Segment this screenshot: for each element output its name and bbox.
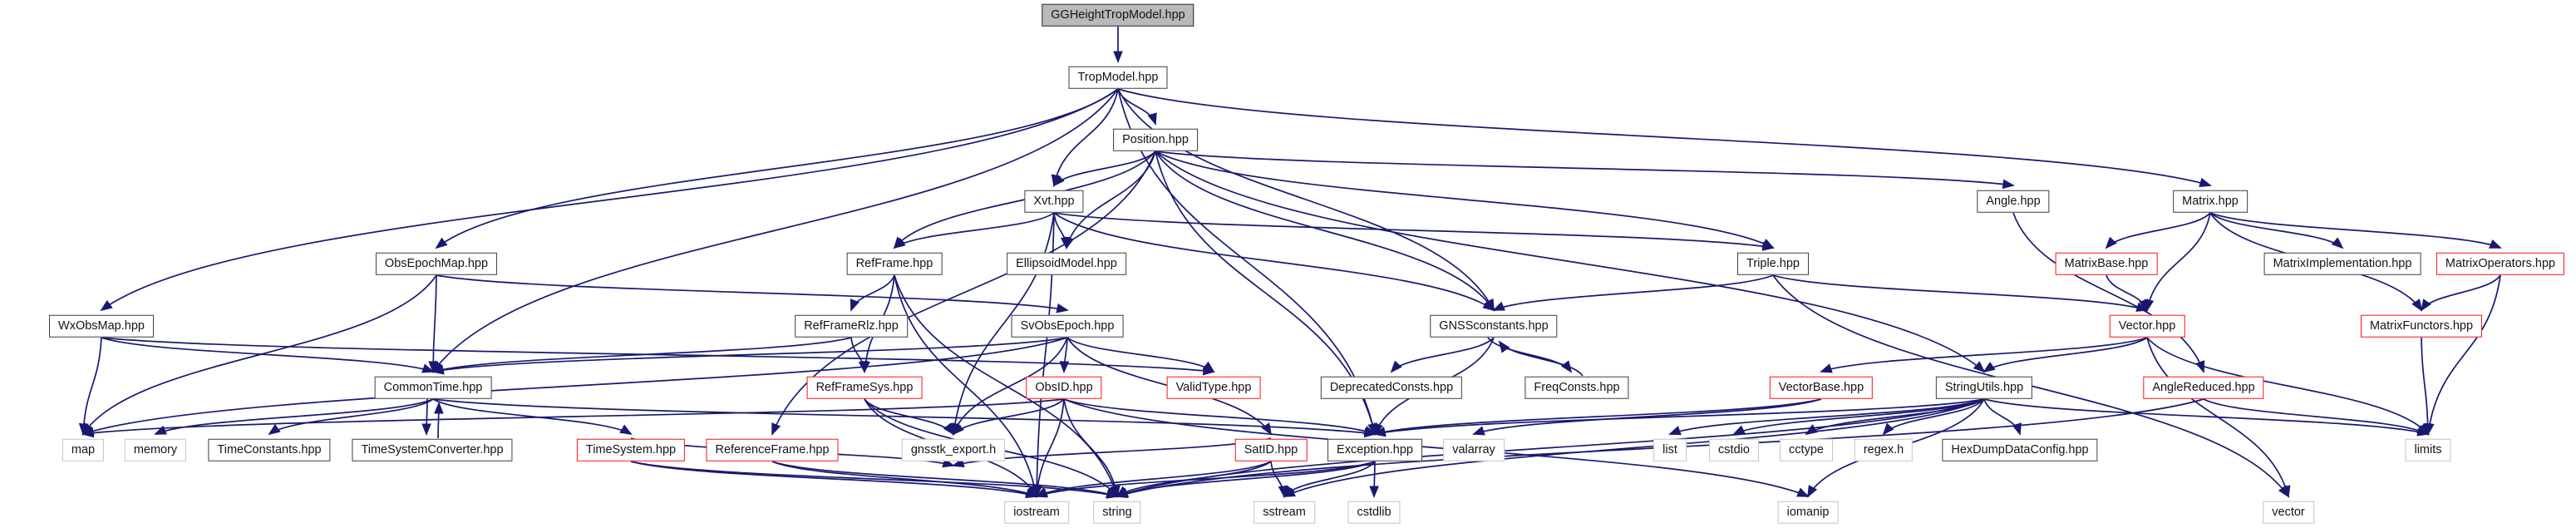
node-Matrix[interactable]: Matrix.hpp (2173, 190, 2248, 213)
node-DeprecatedConsts[interactable]: DeprecatedConsts.hpp (1321, 377, 1462, 399)
node-Xvt[interactable]: Xvt.hpp (1024, 190, 1083, 213)
node-Angle[interactable]: Angle.hpp (1977, 190, 2049, 213)
edge-Xvt-to-Triple (1054, 213, 1773, 248)
node-TimeSystemConverter[interactable]: TimeSystemConverter.hpp (352, 439, 512, 461)
edge-CommonTime-to-TimeSystemConverter (426, 399, 427, 434)
node-SatID[interactable]: SatID.hpp (1235, 439, 1308, 461)
node-cstdlib: cstdlib (1347, 501, 1400, 524)
node-iomanip: iomanip (1778, 501, 1839, 524)
edge-TropModel-to-WxObsMap (101, 89, 1118, 310)
node-MatrixFunctors[interactable]: MatrixFunctors.hpp (2361, 315, 2482, 338)
node-MatrixOperators[interactable]: MatrixOperators.hpp (2436, 253, 2564, 275)
node-cstdio: cstdio (1709, 439, 1759, 461)
edge-TimeSystem-to-string (631, 461, 1117, 496)
node-memory: memory (125, 439, 186, 461)
node-cctype: cctype (1780, 439, 1833, 461)
node-limits: limits (2405, 439, 2450, 461)
node-StringUtils[interactable]: StringUtils.hpp (1936, 377, 2032, 399)
edge-Triple-to-GNSSconstants (1494, 275, 1773, 310)
node-ValidType[interactable]: ValidType.hpp (1167, 377, 1261, 399)
node-FreqConsts[interactable]: FreqConsts.hpp (1524, 377, 1628, 399)
edge-SatID-to-sstream (1271, 461, 1284, 496)
node-SvObsEpoch[interactable]: SvObsEpoch.hpp (1012, 315, 1124, 338)
edge-Vector-to-VectorBase (1821, 338, 2147, 372)
node-regex_h: regex.h (1854, 439, 1913, 461)
node-Position[interactable]: Position.hpp (1113, 129, 1198, 151)
edge-TimeSystem-to-iostream (631, 461, 1037, 496)
node-TimeSystem[interactable]: TimeSystem.hpp (577, 439, 685, 461)
node-CommonTime[interactable]: CommonTime.hpp (375, 377, 492, 399)
edge-Exception-to-cstdlib (1374, 461, 1375, 496)
node-Triple[interactable]: Triple.hpp (1737, 253, 1809, 275)
node-MatrixImplementation[interactable]: MatrixImplementation.hpp (2264, 253, 2421, 275)
edge-Matrix-to-MatrixBase (2106, 213, 2210, 248)
edge-RefFrameRlz-to-CommonTime (433, 338, 851, 372)
edge-WxObsMap-to-map (83, 338, 101, 434)
edge-MatrixOperators-to-MatrixFunctors (2421, 275, 2500, 310)
edge-WxObsMap-to-CommonTime (101, 338, 433, 372)
edge-Triple-to-Vector (1773, 275, 2147, 310)
edge-VectorBase-to-valarray (1474, 399, 1821, 434)
node-MatrixBase[interactable]: MatrixBase.hpp (2056, 253, 2158, 275)
edge-ReferenceFrame-to-iostream (772, 461, 1037, 496)
node-AngleReduced[interactable]: AngleReduced.hpp (2143, 377, 2263, 399)
node-WxObsMap[interactable]: WxObsMap.hpp (49, 315, 154, 338)
edge-Angle-to-AngleReduced (2013, 213, 2204, 372)
edge-SvObsEpoch-to-CommonTime (433, 338, 1067, 372)
node-valarray: valarray (1443, 439, 1505, 461)
edge-GNSSconstants-to-DeprecatedConsts (1391, 338, 1494, 372)
node-RefFrameRlz[interactable]: RefFrameRlz.hpp (795, 315, 908, 338)
node-vector: vector (2263, 501, 2314, 524)
edge-ObsID-to-string (1064, 399, 1117, 496)
edge-MatrixBase-to-Vector (2106, 275, 2147, 310)
node-string: string (1093, 501, 1140, 524)
node-Exception[interactable]: Exception.hpp (1327, 439, 1422, 461)
node-ReferenceFrame[interactable]: ReferenceFrame.hpp (706, 439, 838, 461)
node-map: map (62, 439, 104, 461)
edge-Xvt-to-EllipsoidModel (1054, 213, 1066, 248)
node-TropModel[interactable]: TropModel.hpp (1069, 67, 1168, 89)
node-iostream: iostream (1004, 501, 1069, 524)
node-RefFrameSys[interactable]: RefFrameSys.hpp (807, 377, 923, 399)
edge-SatID-to-iostream (1037, 461, 1271, 496)
edge-Position-to-StringUtils (1155, 151, 1984, 372)
node-VectorBase[interactable]: VectorBase.hpp (1770, 377, 1873, 399)
edge-ObsID-to-gnsstk_export (953, 399, 1064, 434)
node-HexDumpDataConfig[interactable]: HexDumpDataConfig.hpp (1942, 439, 2097, 461)
edge-TropModel-to-Xvt (1054, 89, 1118, 185)
node-list: list (1653, 439, 1687, 461)
node-Vector[interactable]: Vector.hpp (2110, 315, 2185, 338)
edge-TimeSystemConverter-to-CommonTime (438, 403, 439, 438)
node-GNSSconstants[interactable]: GNSSconstants.hpp (1430, 315, 1557, 338)
node-RefFrame[interactable]: RefFrame.hpp (847, 253, 943, 275)
node-gnsstk_export: gnsstk_export.h (902, 439, 1005, 461)
edge-ObsEpochMap-to-SvObsEpoch (436, 275, 1067, 310)
node-sstream: sstream (1254, 501, 1315, 524)
edge-ObsEpochMap-to-CommonTime (433, 275, 436, 372)
edge-MatrixFunctors-to-limits (2421, 338, 2428, 434)
node-EllipsoidModel[interactable]: EllipsoidModel.hpp (1007, 253, 1126, 275)
node-TimeConstants[interactable]: TimeConstants.hpp (208, 439, 330, 461)
node-GGHeightTropModel: GGHeightTropModel.hpp (1042, 4, 1194, 27)
node-ObsID[interactable]: ObsID.hpp (1026, 377, 1101, 399)
node-ObsEpochMap[interactable]: ObsEpochMap.hpp (376, 253, 497, 275)
edge-StringUtils-to-limits (1984, 399, 2428, 434)
